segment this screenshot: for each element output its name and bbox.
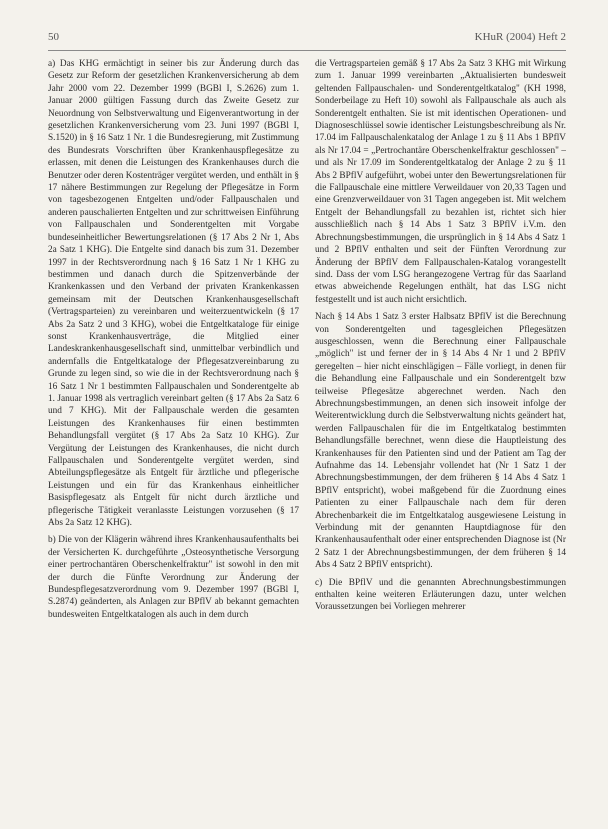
right-column bbox=[315, 58, 566, 817]
paragraph-b: b) Die von der Klägerin während ihres Krankenhausaufenthalts bei der Versicherten K. durchgeführte „Osteosynthetische Versorgung einer pertrochantären Oberschenkelfraktur" ist sowohl in den mit der durch die Fünfte Verordnung zur Änderung der Bundespflegesatzverordnung vom 9. Dezember 1997 (BGBl I, S.2874) geänderten, als Anlagen zur BPflV ab bekannt gemachten bundesweiten Entgeltkatalogen als auch in dem durch bbox=[48, 535, 299, 620]
paragraph-c: c) Die BPflV und die genannten Abrechnungsbestimmungen enthalten keine weiteren Erläuterungen dazu, unter welchen Voraussetzungen bei Vorliegen mehrerer bbox=[315, 577, 566, 613]
left-column bbox=[48, 58, 299, 817]
paragraph-nach: Nach § 14 Abs 1 Satz 3 erster Halbsatz BPflV ist die Berechnung von Sonderentgelten und tagesgleichen Pflegesätzen ausgeschlossen, wenn die Berechnung einer Fallpauschale „möglich" ist und ferner der in § 14 Abs 4 Nr 1 und 2 BPflV geregelten – hier nicht einschlägigen – Fälle vorliegt, in denen für die Behandlung eine Fallpauschale und ein Sonderentgelt bzw teilweise Pflegesätze abgerechnet werden. Nach den Abrechnungsbestimmungen, an denen sich insoweit infolge der Weiterentwicklung durch die Selbstverwaltung nichts geändert hat, werden Fallpauschalen für die im Entgeltkatalog bestimmten Behandlungsfälle berechnet, wenn diese die Hauptleistung des Krankenhauses für den Patienten sind und der Patient am Tag der Aufnahme das 14. Lebensjahr vollendet hat (Nr 1 Satz 1 der Abrechnungsbestimmungen, der dem früheren § 14 Abs 4 Satz 1 BPflV entspricht), wobei maßgebend für die Zuordnung eines Patienten zu einer Fallpauschale nach dem für deren Abrechenbarkeit die im Entgeltkatalog ausgewiesene Leistung in Verbindung mit der genannten Hauptdiagnose für den Krankenhausaufenthalt oder einer entsprechenden Diagnose ist (Nr 2 Satz 1 der Abrechnungsbestimmungen, der dem früheren § 14 Abs 4 Satz 2 BPflV entspricht). bbox=[315, 312, 566, 571]
page-header bbox=[48, 31, 566, 47]
paragraph-a: a) Das KHG ermächtigt in seiner bis zur Änderung durch das Gesetz zur Reform der gesetzlichen Krankenversicherung ab dem Jahr 2000 vom 22. Dezember 1999 (BGBl I, S.2626) zum 1. Januar 2000 gültigen Fassung durch das Zweite Gesetz zur Neuordnung von Selbstverwaltung und Eigenverantwortung in der gesetzlichen Krankenversicherung vom 23. Juni 1997 (BGBl I, S.1520) in § 16 Satz 1 Nr. 1 die Bundesregierung, mit Zustimmung des Bundesrats Vorschriften über Krankenhauspflegesätze zu erlassen, mit denen die Leistungen des Krankenhauses durch die Benutzer oder deren Kostenträger vergütet werden, und enthält in § 17 nähere Bestimmungen zur Regelung der Pflegesätze in Form von tagesbezogenen Entgelten und/oder Fallpauschalen und anderen pauschalierten Entgelten und zur schrittweisen Einführung von Fallpauschalen und Sonderentgelten mit Vorgabe bundeseinheitlicher Bewertungsrelationen (§ 17 Abs 2 Nr 1, Abs 2a Satz 1 KHG). Die Entgelte sind danach bis zum 31. Dezember 1997 in der Rechtsverordnung nach § 16 Satz 1 Nr 1 KHG zu bestimmen und danach durch die Spitzenverbände der Krankenkassen und den Verband der privaten Krankenkassen gemeinsam mit der Deutschen Krankenhausgesellschaft (Vertragsparteien) zu vereinbaren und weiterzuentwickeln (§ 17 Abs 2a Satz 2 und 3 KHG), wobei die Entgeltkataloge für einige sonst Krankenhausverträge, die Mitglied einer Landeskrankenhausgesellschaft sind, unmittelbar verbindlich und andernfalls die Entgeltkataloge der Pflegesatzvereinbarung zu Grunde zu legen sind, so wie die in der Rechtsverordnung nach § 16 Satz 1 Nr 1 bestimmten Fallpauschalen und Sonderentgelte ab 1. Januar 1998 als vertraglich vereinbart gelten (§ 17 Abs 2a Satz 6 und 7 KHG). Mit der Fallpauschale werden die gesamten Leistungen des Krankenhauses für einen bestimmten Behandlungsfall vergütet (§ 17 Abs 2a Satz 10 KHG). Zur Vergütung der Leistungen des Krankenhauses, die nicht durch Fallpauschalen und Sonderentgelte vergütet werden, sind Abteilungspflegesätze als Entgelt für ärztliche und pflegerische Leistungen und ein für das Krankenhaus einheitlicher Basispflegesatz als Entgelt für nicht durch ärztliche und pflegerische Tätigkeit veranlasste Leistungen vorzusehen (§ 17 Abs 2a Satz 12 KHG). bbox=[48, 59, 299, 529]
paragraph-b-continued: die Vertragsparteien gemäß § 17 Abs 2a Satz 3 KHG mit Wirkung zum 1. Januar 1999 vereinbarten „Aktualisierten bundesweit geltenden Fallpauschalen- und Sonderentgeltkatalog" (KH 1998, Sonderbeilage zu Heft 10) sowohl als Fallpauschale als auch als Sonderentgelt enthalten. Sie ist mit identischen Operationen- und Diagnoseschlüssel sowie identischer Leistungsbeschreibung als Nr. 17.04 im Fallpauschalenkatalog der Anlage 1 zu § 11 Abs 1 BPflV als Nr 17.04 = „Pertrochantäre Oberschenkelfraktur geschlossen" – und als Nr 17.09 im Sonderentgeltkatalog der Anlage 2 zu § 11 Abs 2 BPflV aufgeführt, wobei unter den Bewertungsrelationen für die Fallpauschale eine mittlere Verweildauer von 20,33 Tagen und eine Grenzverweildauer von 31 Tagen angegeben ist. Mit welchem Entgelt der Behandlungsfall zu bezahlen ist, richtet sich hier ausschließlich nach § 14 Abs 1 Satz 3 BPflV i.V.m. den Abrechnungsbestimmungen, die ursprünglich in § 14 Abs 4 Satz 1 und 2 BPflV enthalten und seit der Fünften Verordnung zur Änderung der BPflV dem Fallpauschalen-Katalog vorangestellt sind. Dass der vom LSG herangezogene Vertrag für das Saarland etwas abweichende Regelungen enthält, hat das LSG nicht festgestellt und ist auch nicht ersichtlich. bbox=[315, 59, 566, 305]
page-number: 50 bbox=[48, 31, 59, 43]
journal-reference: KHuR (2004) Heft 2 bbox=[474, 31, 566, 43]
text-columns bbox=[48, 58, 566, 817]
header-rule bbox=[48, 50, 566, 51]
